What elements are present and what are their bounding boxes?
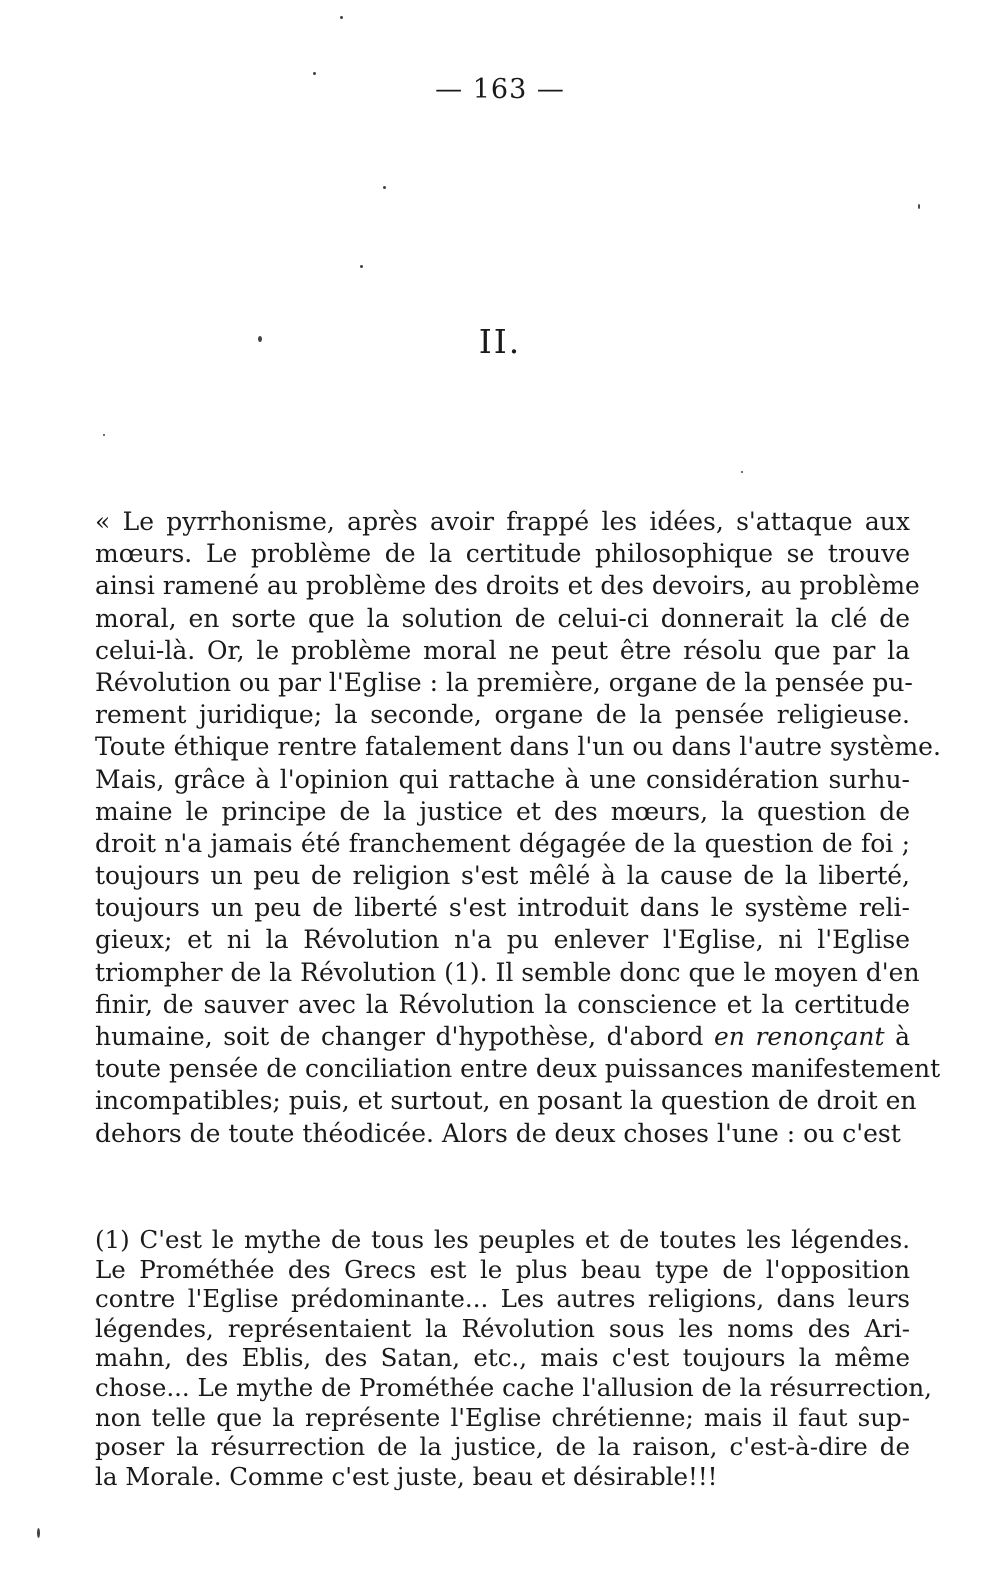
body-line: triompher de la Révolution (1). Il semble donc que le moyen d'en (95, 957, 920, 987)
body-line: celui-là. Or, le problème moral ne peut être résolu que par la (95, 635, 910, 665)
scan-speck (360, 265, 363, 268)
footnote-line: contre l'Eglise prédominante... Les autres religions, dans leurs (95, 1284, 910, 1314)
body-line: Toute éthique rentre fatalement dans l'un ou dans l'autre système. (95, 732, 941, 762)
footnote-line: Le Prométhée des Grecs est le plus beau type de l'opposition (95, 1254, 910, 1284)
footnote-line: mahn, des Eblis, des Satan, etc., mais c'est toujours la même (95, 1343, 910, 1373)
body-line: rement juridique; la seconde, organe de la pensée religieuse. (95, 700, 910, 730)
body-line: dehors de toute théodicée. Alors de deux choses l'une : ou c'est (95, 1118, 901, 1148)
body-line: Révolution ou par l'Eglise : la première, organe de la pensée pu- (95, 667, 913, 697)
body-line: mœurs. Le problème de la certitude philosophique se trouve (95, 539, 910, 569)
body-line: ainsi ramené au problème des droits et des devoirs, au problème (95, 571, 920, 601)
footnote-line: poser la résurrection de la justice, de la raison, c'est-à-dire de (95, 1432, 910, 1462)
scan-speck (103, 434, 105, 436)
body-line: toujours un peu de religion s'est mêlé à la cause de la liberté, (95, 861, 910, 891)
scan-speck (383, 186, 386, 189)
body-line: toujours un peu de liberté s'est introduit dans le système reli- (95, 893, 910, 923)
page-number: — 163 — (435, 74, 565, 105)
body-line: finir, de sauver avec la Révolution la conscience et la certitude (95, 989, 910, 1019)
footnote-line: non telle que la représente l'Eglise chrétienne; mais il faut sup- (95, 1402, 910, 1432)
footnote-line: la Morale. Comme c'est juste, beau et désirable!!! (95, 1461, 718, 1491)
footnote (95, 1225, 932, 1491)
scan-speck (918, 204, 920, 209)
scan-speck (313, 72, 316, 75)
footnote-line: légendes, représentaient la Révolution sous les noms des Ari- (95, 1313, 910, 1343)
footnote-line: (1) C'est le mythe de tous les peuples et de toutes les légendes. (95, 1225, 910, 1254)
scan-speck (741, 471, 743, 473)
section-heading: II. (478, 322, 522, 361)
body-line: toute pensée de conciliation entre deux puissances manifestement (95, 1054, 941, 1084)
body-line: « Le pyrrhonisme, après avoir frappé les idées, s'attaque aux (95, 507, 910, 536)
body-line: moral, en sorte que la solution de celui-ci donnerait la clé de (95, 603, 910, 633)
main-text (95, 506, 941, 1150)
body-line: humaine, soit de changer d'hypothèse, d'abord en renonçant à (95, 1022, 910, 1051)
body-line: Mais, grâce à l'opinion qui rattache à une considération surhu- (95, 764, 910, 794)
body-line: maine le principe de la justice et des mœurs, la question de (95, 796, 910, 826)
body-line: gieux; et ni la Révolution n'a pu enlever l'Eglise, ni l'Eglise (95, 925, 910, 955)
body-line: droit n'a jamais été franchement dégagée de la question de foi ; (95, 828, 910, 858)
italic-phrase: en renonçant (714, 1022, 885, 1051)
footnote-line: chose... Le mythe de Prométhée cache l'allusion de la résurrection, (95, 1372, 932, 1402)
scan-speck (258, 336, 262, 342)
scan-speck (37, 1528, 40, 1538)
scan-speck (340, 16, 343, 19)
body-line: incompatibles; puis, et surtout, en posant la question de droit en (95, 1086, 917, 1116)
